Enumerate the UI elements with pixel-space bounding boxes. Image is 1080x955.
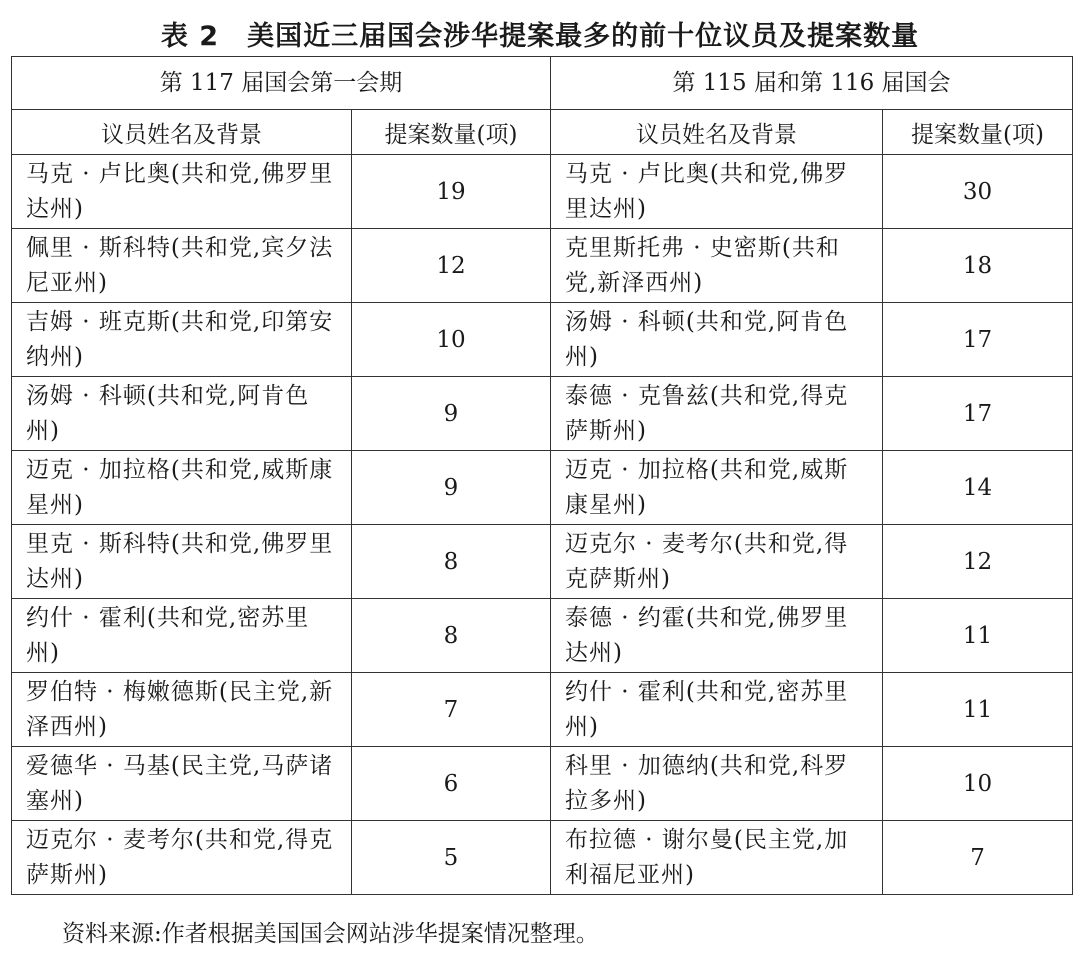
right-proposal-count: 10 — [883, 747, 1073, 821]
right-legislator-name: 马克 · 卢比奥(共和党,佛罗里达州) — [551, 155, 883, 229]
right-legislator-name: 约什 · 霍利(共和党,密苏里州) — [551, 673, 883, 747]
right-legislator-name: 迈克 · 加拉格(共和党,威斯康星州) — [551, 451, 883, 525]
left-proposal-count: 5 — [352, 821, 551, 895]
table-row — [12, 525, 1073, 599]
left-legislator-name: 佩里 · 斯科特(共和党,宾夕法尼亚州) — [12, 229, 352, 303]
legislators-table — [11, 56, 1073, 895]
group-header-117: 第 117 届国会第一会期 — [12, 57, 551, 110]
right-legislator-name: 汤姆 · 科顿(共和党,阿肯色州) — [551, 303, 883, 377]
left-legislator-name: 罗伯特 · 梅嫩德斯(民主党,新泽西州) — [12, 673, 352, 747]
table-row — [12, 155, 1073, 229]
left-proposal-count: 10 — [352, 303, 551, 377]
group-header-row — [12, 57, 1073, 110]
table-number: 表 2 — [160, 21, 220, 52]
column-header-count-right: 提案数量(项) — [883, 110, 1073, 155]
right-proposal-count: 17 — [883, 377, 1073, 451]
table-title-text: 美国近三届国会涉华提案最多的前十位议员及提案数量 — [247, 21, 920, 52]
table-row — [12, 599, 1073, 673]
left-proposal-count: 9 — [352, 451, 551, 525]
right-proposal-count: 11 — [883, 599, 1073, 673]
table-title — [0, 14, 1080, 53]
column-header-count-left: 提案数量(项) — [352, 110, 551, 155]
left-proposal-count: 8 — [352, 599, 551, 673]
left-proposal-count: 8 — [352, 525, 551, 599]
right-legislator-name: 科里 · 加德纳(共和党,科罗拉多州) — [551, 747, 883, 821]
source-note: 资料来源:作者根据美国国会网站涉华提案情况整理。 — [62, 921, 599, 947]
table-row — [12, 451, 1073, 525]
right-proposal-count: 12 — [883, 525, 1073, 599]
right-proposal-count: 30 — [883, 155, 1073, 229]
table-row — [12, 377, 1073, 451]
right-proposal-count: 17 — [883, 303, 1073, 377]
right-legislator-name: 布拉德 · 谢尔曼(民主党,加利福尼亚州) — [551, 821, 883, 895]
right-legislator-name: 迈克尔 · 麦考尔(共和党,得克萨斯州) — [551, 525, 883, 599]
right-legislator-name: 克里斯托弗 · 史密斯(共和党,新泽西州) — [551, 229, 883, 303]
left-legislator-name: 爱德华 · 马基(民主党,马萨诸塞州) — [12, 747, 352, 821]
left-proposal-count: 9 — [352, 377, 551, 451]
column-header-row — [12, 110, 1073, 155]
left-proposal-count: 7 — [352, 673, 551, 747]
table-row — [12, 673, 1073, 747]
left-legislator-name: 迈克尔 · 麦考尔(共和党,得克萨斯州) — [12, 821, 352, 895]
right-proposal-count: 14 — [883, 451, 1073, 525]
right-legislator-name: 泰德 · 约霍(共和党,佛罗里达州) — [551, 599, 883, 673]
left-legislator-name: 汤姆 · 科顿(共和党,阿肯色州) — [12, 377, 352, 451]
left-legislator-name: 里克 · 斯科特(共和党,佛罗里达州) — [12, 525, 352, 599]
column-header-name-right: 议员姓名及背景 — [551, 110, 883, 155]
left-legislator-name: 吉姆 · 班克斯(共和党,印第安纳州) — [12, 303, 352, 377]
right-legislator-name: 泰德 · 克鲁兹(共和党,得克萨斯州) — [551, 377, 883, 451]
left-legislator-name: 迈克 · 加拉格(共和党,威斯康星州) — [12, 451, 352, 525]
left-legislator-name: 约什 · 霍利(共和党,密苏里州) — [12, 599, 352, 673]
column-header-name-left: 议员姓名及背景 — [12, 110, 352, 155]
table-row — [12, 821, 1073, 895]
left-proposal-count: 19 — [352, 155, 551, 229]
table-row — [12, 303, 1073, 377]
table-row — [12, 229, 1073, 303]
right-proposal-count: 18 — [883, 229, 1073, 303]
right-proposal-count: 11 — [883, 673, 1073, 747]
left-legislator-name: 马克 · 卢比奥(共和党,佛罗里达州) — [12, 155, 352, 229]
left-proposal-count: 6 — [352, 747, 551, 821]
right-proposal-count: 7 — [883, 821, 1073, 895]
left-proposal-count: 12 — [352, 229, 551, 303]
group-header-115-116: 第 115 届和第 116 届国会 — [551, 57, 1073, 110]
table-row — [12, 747, 1073, 821]
